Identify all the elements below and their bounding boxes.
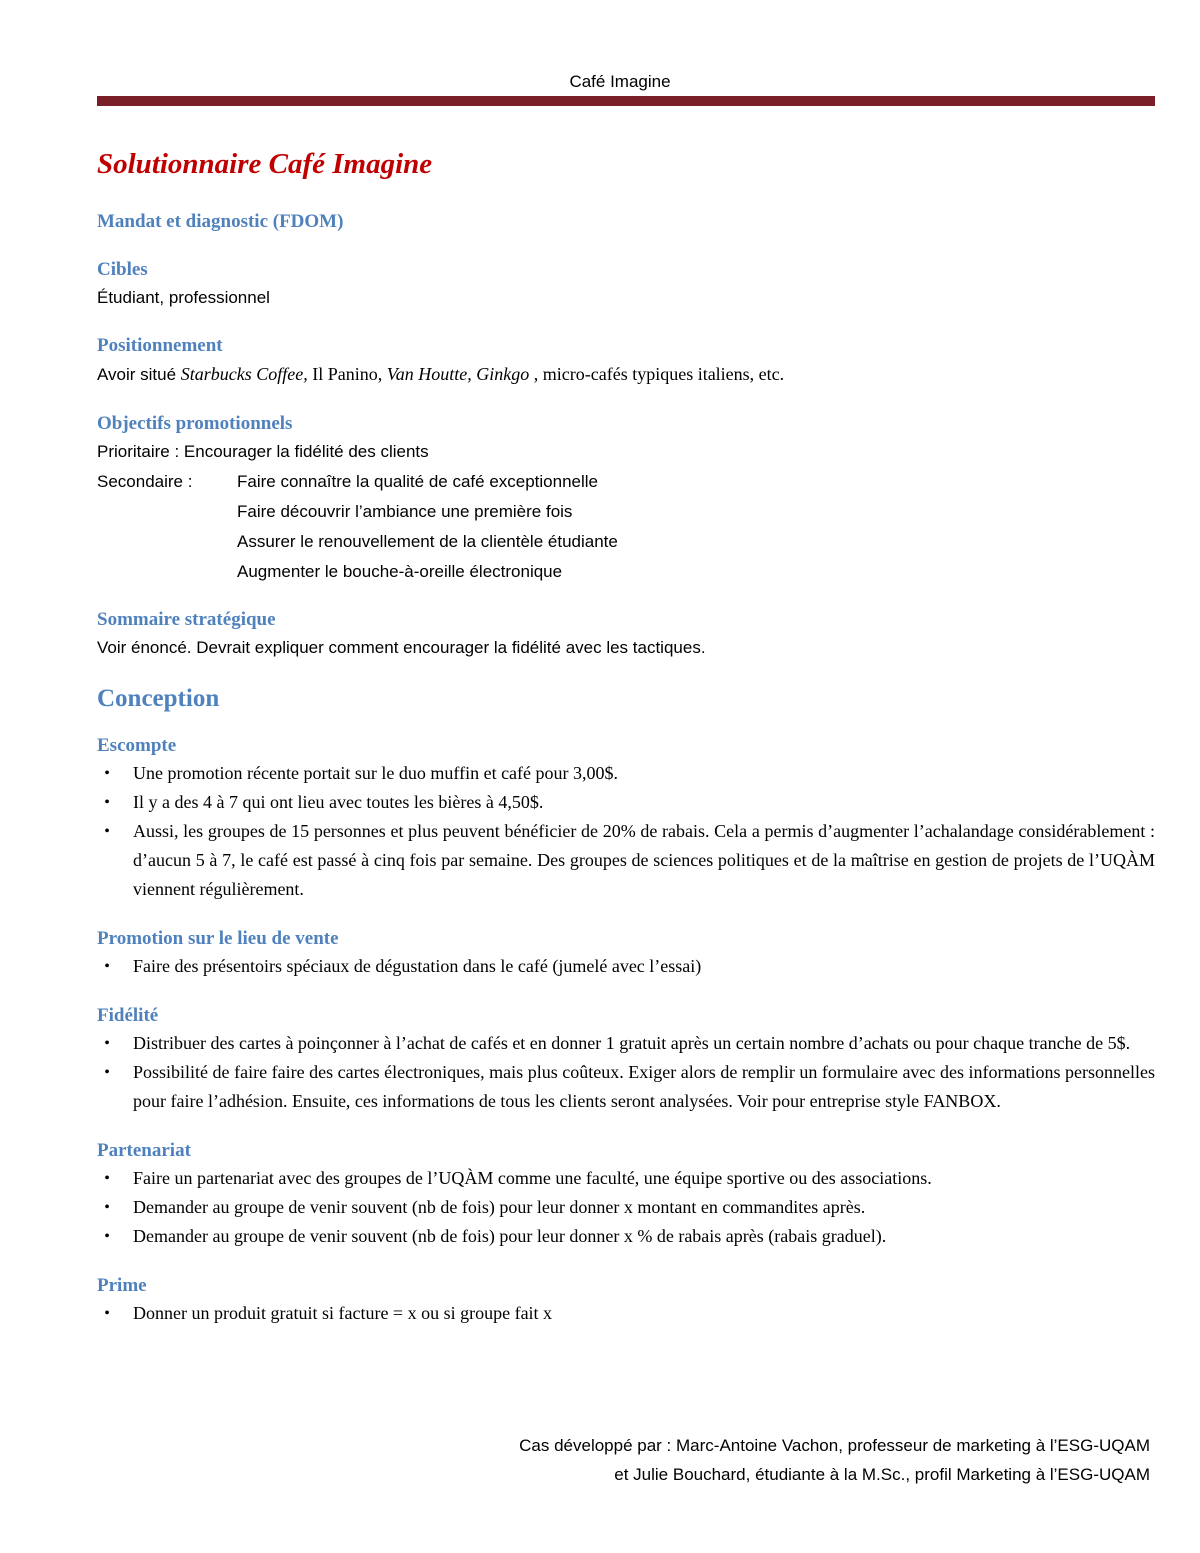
partenariat-heading: Partenariat [97, 1140, 191, 1161]
list-item: • Distribuer des cartes à poinçonner à l’achat de cafés et en donner 1 gratuit après un certain nombre d’achats ou pour chaque tranche de 5$. [97, 1029, 1155, 1058]
escompte-heading: Escompte [97, 735, 177, 756]
footer-line-author: Cas développé par : Marc-Antoine Vachon, professeur de marketing à l’ESG-UQAM [519, 1436, 1150, 1455]
bullet-icon: • [104, 823, 110, 840]
positionnement-heading: Positionnement [97, 335, 223, 356]
list-item: • Faire des présentoirs spéciaux de dégustation dans le café (jumelé avec l’essai) [97, 952, 1155, 981]
cibles-heading: Cibles [97, 259, 148, 280]
bullet-icon: • [104, 794, 110, 811]
bullet-icon: • [104, 1199, 110, 1216]
bullet-icon: • [104, 1035, 110, 1052]
objectif-secondaire-row [97, 467, 1155, 587]
objectif-secondaire-label: Secondaire : [97, 472, 193, 491]
objectifs-heading: Objectifs promotionnels [97, 413, 293, 434]
sommaire-text: Voir énoncé. Devrait expliquer comment encourager la fidélité avec les tactiques. [97, 638, 706, 657]
objectif-prioritaire: Prioritaire : Encourager la fidélité des clients [97, 442, 429, 461]
bullet-icon: • [104, 1228, 110, 1245]
fidelite-list [97, 1029, 1155, 1116]
conception-heading: Conception [97, 685, 220, 712]
positionnement-panino: Il Panino, [307, 364, 387, 384]
list-item: • Possibilité de faire faire des cartes électroniques, mais plus coûteux. Exiger alors de remplir un formulaire avec des informations personnelles pour faire l’adhésion. Ensuite, ces informations de tous les clients seront analysées. Voir pour entreprise style FANBOX. [97, 1058, 1155, 1116]
list-item: • Demander au groupe de venir souvent (nb de fois) pour leur donner x % de rabais après (rabais graduel). [97, 1222, 1155, 1251]
mandat-heading: Mandat et diagnostic (FDOM) [97, 211, 344, 232]
prime-list [97, 1299, 1155, 1328]
page-header-title: Café Imagine [569, 72, 671, 91]
objectif-secondaire-item: Faire découvrir l’ambiance une première fois [237, 502, 573, 521]
bullet-icon: • [104, 1305, 110, 1322]
list-item: • Aussi, les groupes de 15 personnes et plus peuvent bénéficier de 20% de rabais. Cela a permis d’augmenter l’achalandage considérablement : d’aucun 5 à 7, le café est passé à cinq fois par semaine. Des groupes de sciences politiques et de la maîtrise en gestion de projets de l’UQÀM viennent régulièrement. [97, 817, 1155, 904]
objectif-secondaire-item: Augmenter le bouche-à-oreille électronique [237, 562, 563, 581]
header-rule [97, 96, 1155, 106]
objectif-secondaire-item: Faire connaître la qualité de café exceptionnelle [237, 472, 599, 491]
prime-heading: Prime [97, 1275, 147, 1296]
escompte-list [97, 759, 1155, 904]
positionnement-prefix: Avoir situé [97, 365, 181, 384]
positionnement-starbucks: Starbucks Coffee, [180, 364, 308, 384]
sommaire-heading: Sommaire stratégique [97, 609, 276, 630]
positionnement-suffix: , micro-cafés typiques italiens, etc. [529, 364, 785, 384]
bullet-icon: • [104, 1064, 110, 1081]
page-footer [519, 1431, 1150, 1489]
plv-heading: Promotion sur le lieu de vente [97, 928, 339, 949]
bullet-icon: • [104, 958, 110, 975]
list-item: • Faire un partenariat avec des groupes de l’UQÀM comme une faculté, une équipe sportive ou des associations. [97, 1164, 1155, 1193]
plv-list [97, 952, 1155, 981]
document-body [97, 140, 1155, 1328]
list-item: • Il y a des 4 à 7 qui ont lieu avec toutes les bières à 4,50$. [97, 788, 1155, 817]
list-item: • Donner un produit gratuit si facture = x ou si groupe fait x [97, 1299, 1155, 1328]
cibles-text: Étudiant, professionnel [97, 288, 270, 307]
fidelite-heading: Fidélité [97, 1005, 159, 1026]
bullet-icon: • [104, 1170, 110, 1187]
document-title: Solutionnaire Café Imagine [97, 148, 433, 180]
partenariat-list [97, 1164, 1155, 1251]
footer-line-coauthor: et Julie Bouchard, étudiante à la M.Sc., profil Marketing à l’ESG-UQAM [614, 1465, 1150, 1484]
positionnement-vanhoutte: Van Houtte, Ginkgo [386, 364, 530, 384]
positionnement-text [97, 359, 1155, 391]
objectif-secondaire-item: Assurer le renouvellement de la clientèle étudiante [237, 532, 618, 551]
bullet-icon: • [104, 765, 110, 782]
list-item: • Demander au groupe de venir souvent (nb de fois) pour leur donner x montant en commandites après. [97, 1193, 1155, 1222]
list-item: • Une promotion récente portait sur le duo muffin et café pour 3,00$. [97, 759, 1155, 788]
